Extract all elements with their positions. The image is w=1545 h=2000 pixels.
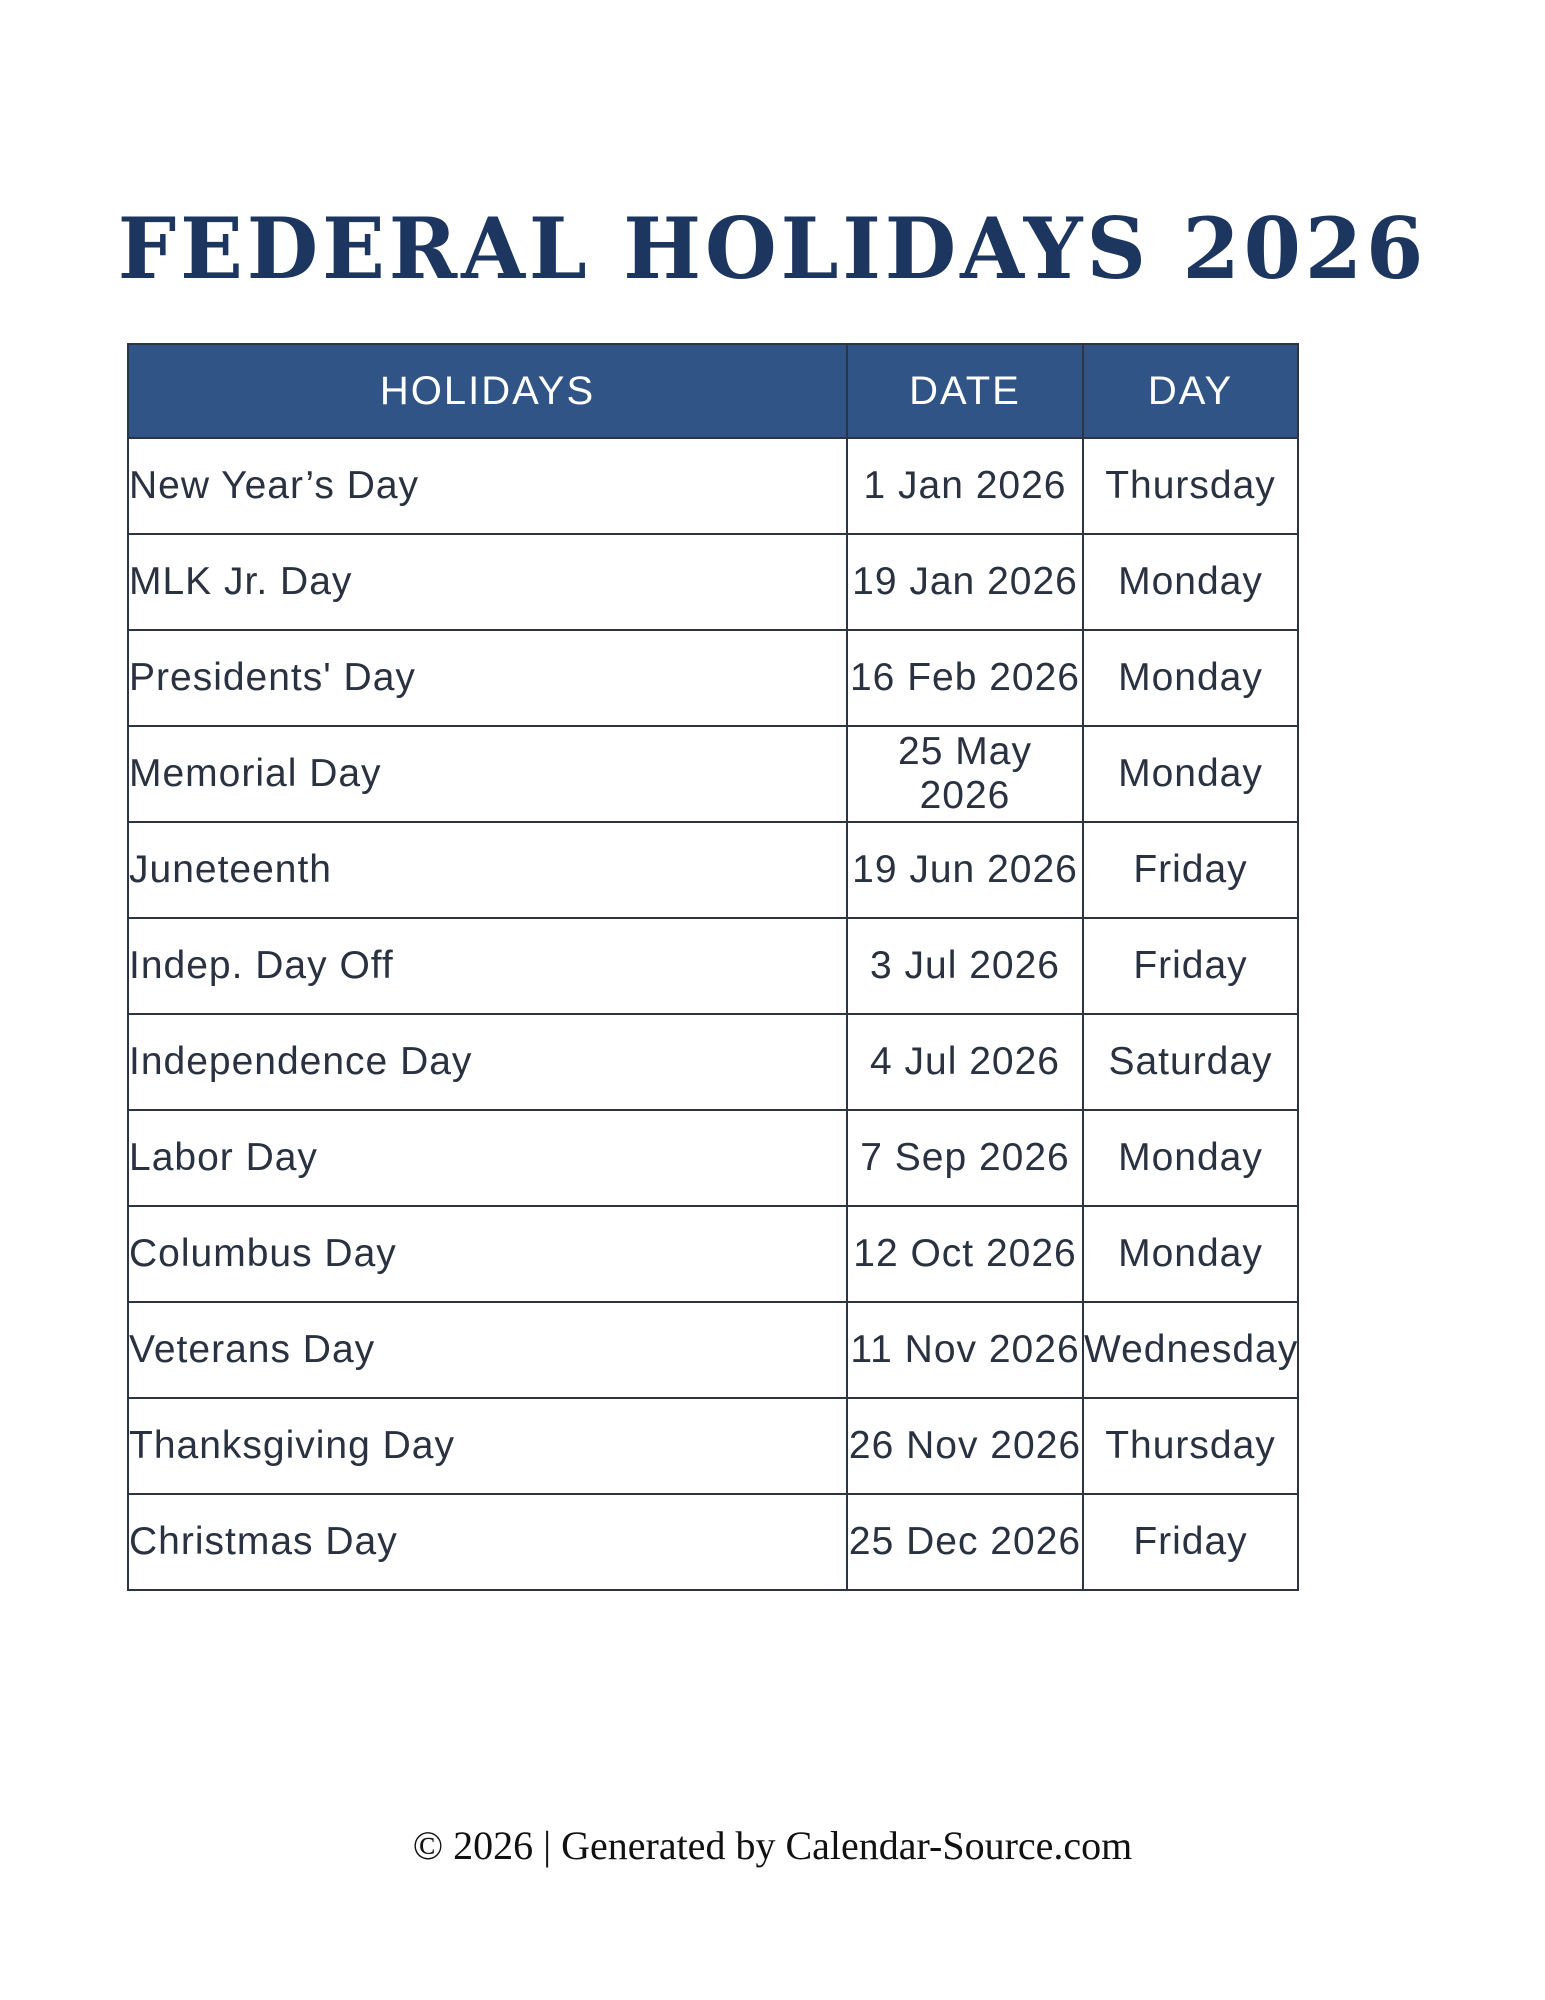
table-row bbox=[128, 1398, 1298, 1494]
holiday-date: 4 Jul 2026 bbox=[847, 1014, 1083, 1110]
table-header-row bbox=[128, 344, 1298, 438]
holiday-name: Christmas Day bbox=[128, 1494, 847, 1590]
holiday-weekday: Saturday bbox=[1083, 1014, 1298, 1110]
holiday-name: Indep. Day Off bbox=[128, 918, 847, 1014]
holiday-name: MLK Jr. Day bbox=[128, 534, 847, 630]
table-row bbox=[128, 726, 1298, 822]
holiday-name: Presidents' Day bbox=[128, 630, 847, 726]
holiday-weekday: Thursday bbox=[1083, 1398, 1298, 1494]
holiday-weekday: Monday bbox=[1083, 534, 1298, 630]
holiday-date: 1 Jan 2026 bbox=[847, 438, 1083, 534]
holiday-weekday: Thursday bbox=[1083, 438, 1298, 534]
holiday-date: 26 Nov 2026 bbox=[847, 1398, 1083, 1494]
column-header-holidays: HOLIDAYS bbox=[128, 344, 847, 438]
holiday-name: Columbus Day bbox=[128, 1206, 847, 1302]
holiday-weekday: Monday bbox=[1083, 726, 1298, 822]
holiday-date: 19 Jan 2026 bbox=[847, 534, 1083, 630]
footer-credit: © 2026 | Generated by Calendar-Source.com bbox=[412, 1823, 1133, 1868]
holiday-date: 19 Jun 2026 bbox=[847, 822, 1083, 918]
holiday-date: 12 Oct 2026 bbox=[847, 1206, 1083, 1302]
page-title: FEDERAL HOLIDAYS 2026 bbox=[117, 199, 1428, 299]
holiday-name: Labor Day bbox=[128, 1110, 847, 1206]
table-row bbox=[128, 534, 1298, 630]
holiday-name: Independence Day bbox=[128, 1014, 847, 1110]
table-row bbox=[128, 438, 1298, 534]
holiday-name: New Year’s Day bbox=[128, 438, 847, 534]
holiday-date: 3 Jul 2026 bbox=[847, 918, 1083, 1014]
holiday-date: 16 Feb 2026 bbox=[847, 630, 1083, 726]
holiday-date: 11 Nov 2026 bbox=[847, 1302, 1083, 1398]
holiday-weekday: Friday bbox=[1083, 918, 1298, 1014]
holiday-name: Juneteenth bbox=[128, 822, 847, 918]
holiday-name: Veterans Day bbox=[128, 1302, 847, 1398]
holiday-weekday: Monday bbox=[1083, 1206, 1298, 1302]
table-row bbox=[128, 1206, 1298, 1302]
holiday-weekday: Monday bbox=[1083, 1110, 1298, 1206]
table-row bbox=[128, 1302, 1298, 1398]
holiday-name: Memorial Day bbox=[128, 726, 847, 822]
holiday-weekday: Wednesday bbox=[1083, 1302, 1298, 1398]
holiday-weekday: Monday bbox=[1083, 630, 1298, 726]
holiday-weekday: Friday bbox=[1083, 822, 1298, 918]
table-row bbox=[128, 822, 1298, 918]
table-row bbox=[128, 1494, 1298, 1590]
holiday-date: 25 May 2026 bbox=[847, 726, 1083, 822]
table-row bbox=[128, 1110, 1298, 1206]
holiday-date: 7 Sep 2026 bbox=[847, 1110, 1083, 1206]
table-row bbox=[128, 630, 1298, 726]
table-body bbox=[128, 438, 1298, 1590]
holidays-table bbox=[127, 343, 1299, 1591]
holiday-weekday: Friday bbox=[1083, 1494, 1298, 1590]
column-header-date: DATE bbox=[847, 344, 1083, 438]
table-row bbox=[128, 918, 1298, 1014]
table-row bbox=[128, 1014, 1298, 1110]
holiday-date: 25 Dec 2026 bbox=[847, 1494, 1083, 1590]
holiday-name: Thanksgiving Day bbox=[128, 1398, 847, 1494]
column-header-day: DAY bbox=[1083, 344, 1298, 438]
